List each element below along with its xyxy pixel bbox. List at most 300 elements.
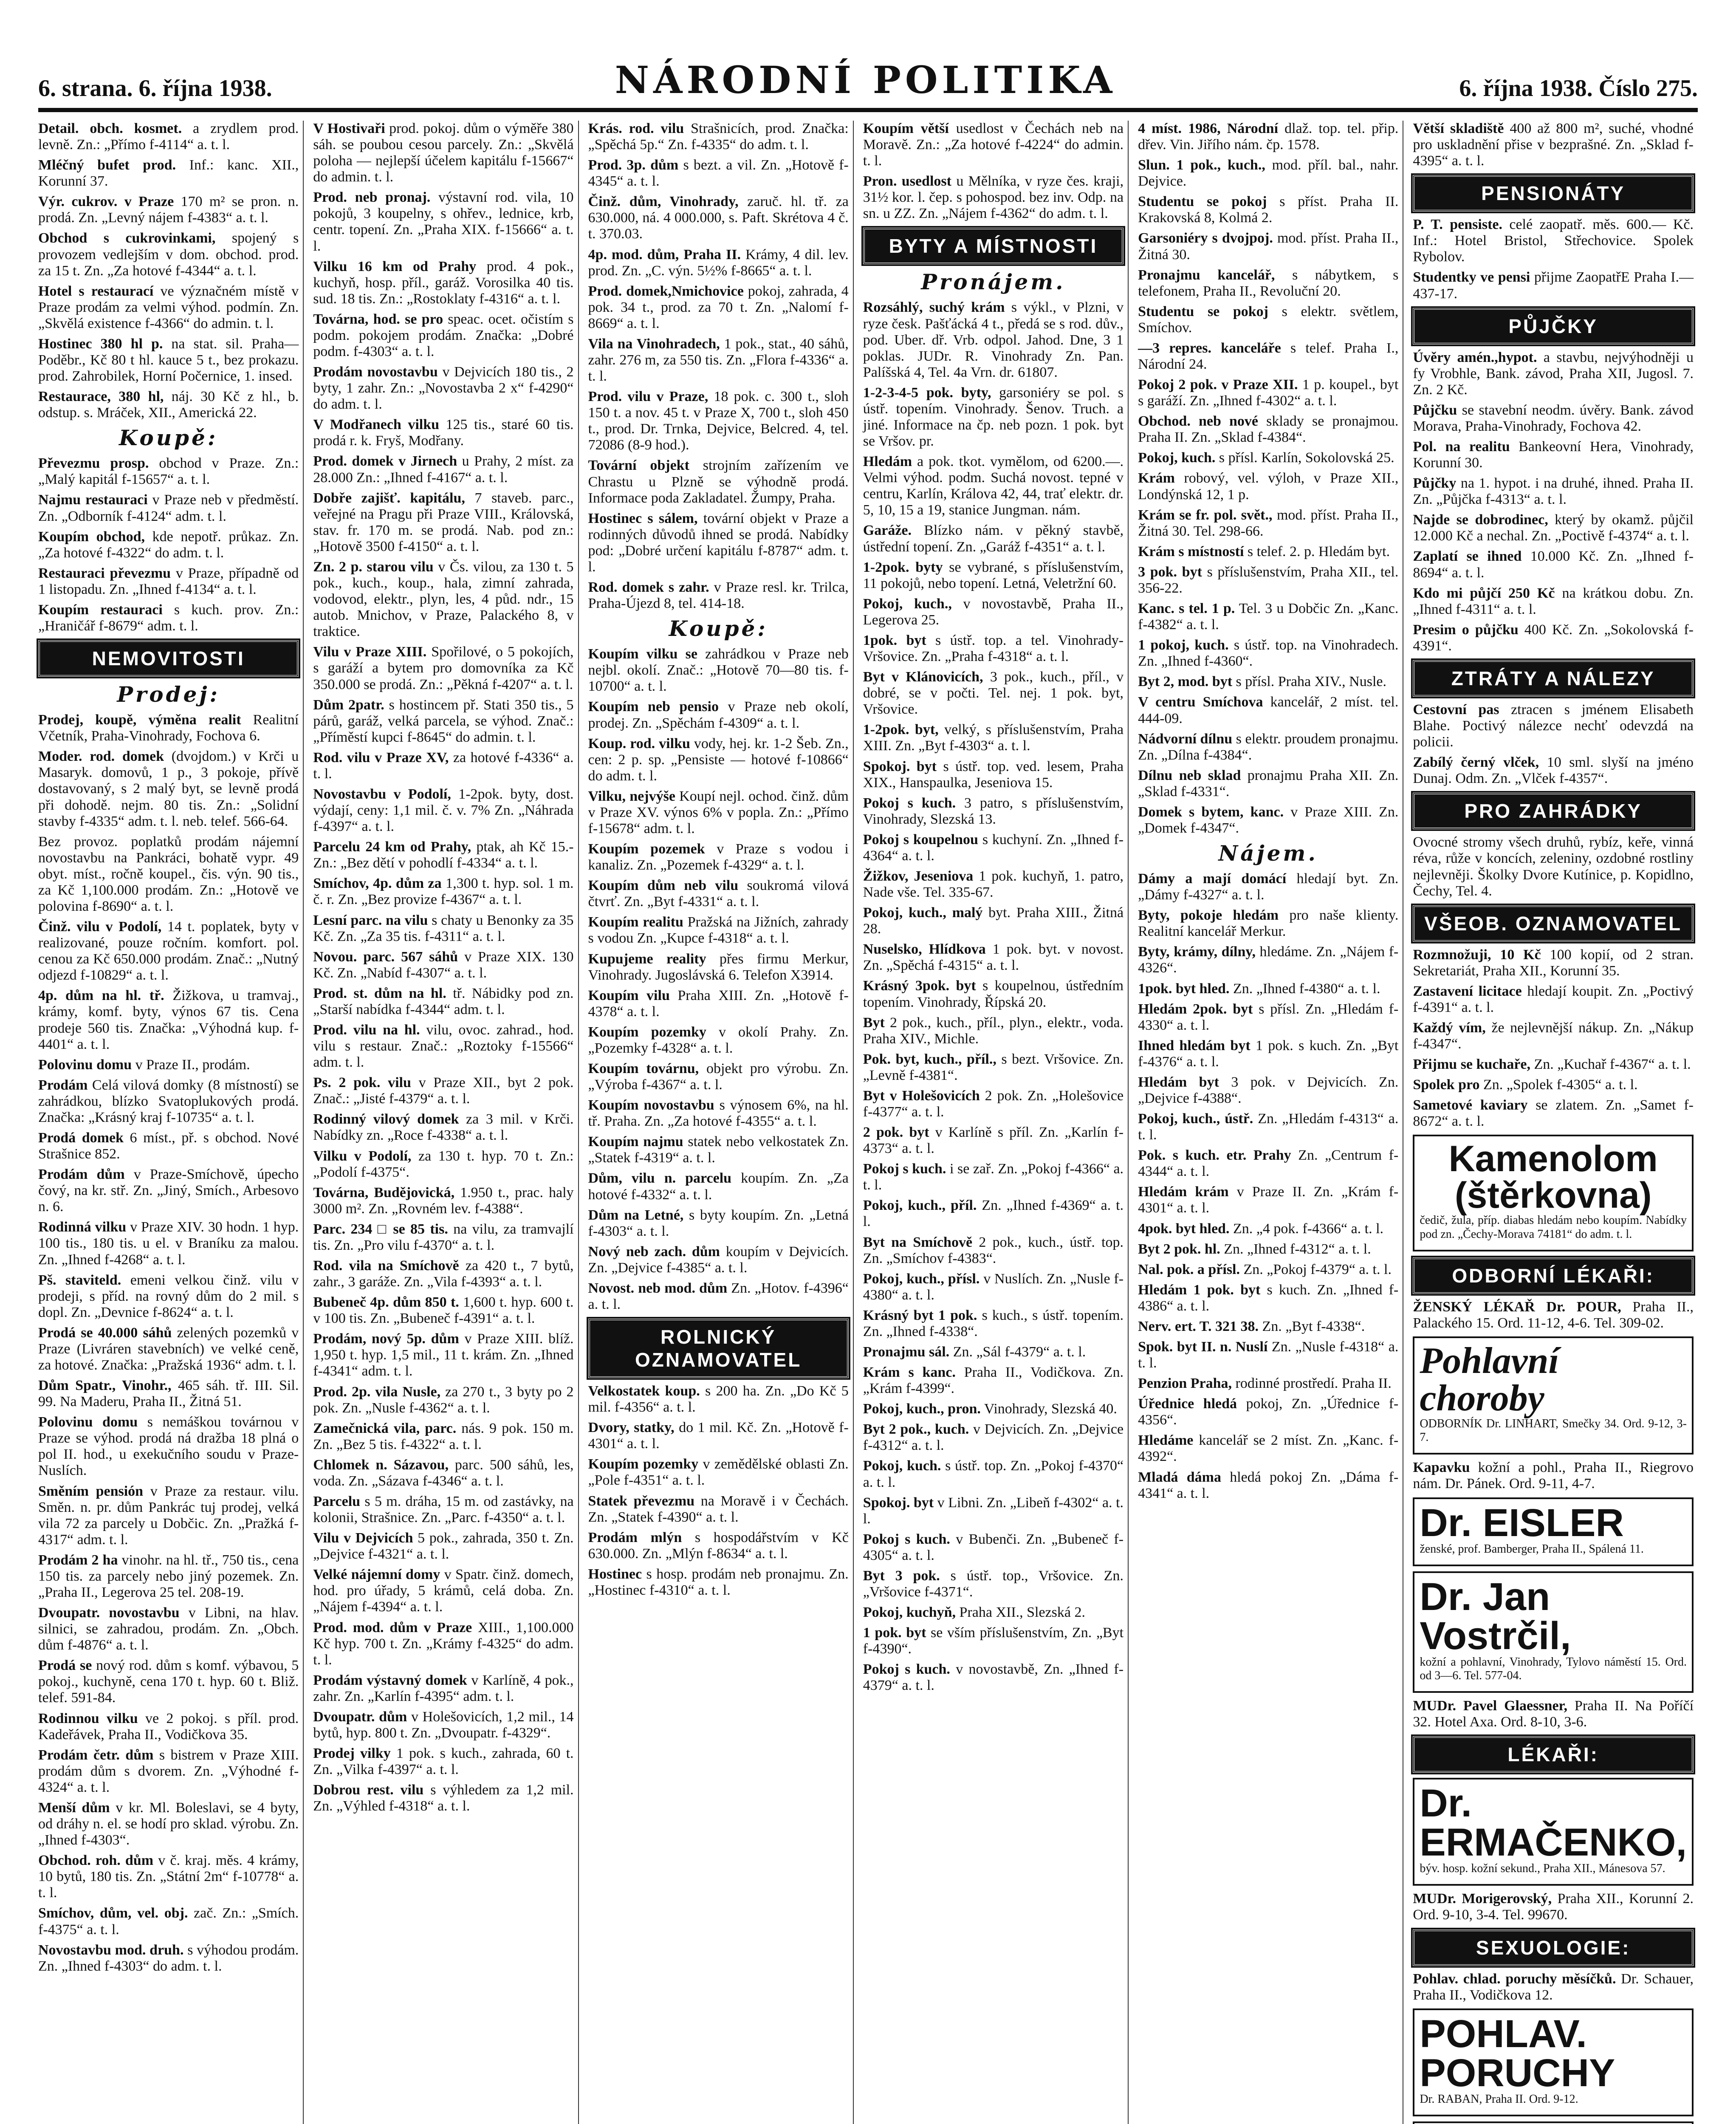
classified-ad-heading: Pronajmu sál. xyxy=(863,1344,950,1360)
classified-ad xyxy=(1138,907,1398,940)
classified-ad-text: s příslušenstvím, Praha XII., tel. 356-22. xyxy=(1138,564,1399,596)
classified-ad-text: statek nebo velkostatek Zn. „Statek f-4319“ a. t. l. xyxy=(588,1134,849,1166)
classified-ad-text: robový, vel. výloh, v Praze XII., Londýnská 12, 1 p. xyxy=(1138,470,1399,503)
classified-ad xyxy=(863,173,1123,222)
classified-ad-text: mod. příst. Praha II., Žitná 30. Tel. 298-66. xyxy=(1138,507,1399,539)
classified-ad-text: na krátkou dobu. Zn. „Ihned f-4311“ a. t. l. xyxy=(1413,585,1694,617)
classified-ad-text: s hostincem př. Stati 350 tis., 5 párů, garáž, velká parcela, se výhod. Znač.: „Příměstí kupci f-8645“ do admin. t. l. xyxy=(313,697,574,745)
page-number-date: 6. strana. 6. října 1938. xyxy=(38,75,272,102)
classified-ad-text: v Praze resl. kr. Trilca, Praha-Újezd 8, tel. 414-18. xyxy=(588,579,849,612)
classified-ad-heading: Prod. vilu na hl. xyxy=(313,1022,420,1038)
classified-ad xyxy=(588,736,849,784)
masthead xyxy=(38,51,1698,112)
classified-ad xyxy=(863,559,1123,592)
classified-ad-heading: 1 pokoj, kuch. xyxy=(1138,637,1229,653)
classified-ad-heading: Továrna, Budějovická, xyxy=(313,1184,455,1200)
classified-ad-heading: Pokoj, kuch., přísl. xyxy=(863,1271,980,1287)
column-5 xyxy=(1138,121,1403,2124)
classified-ad-text: Celá vilová domky (8 místností) se zahrádkou, blízko Svatoplukových prodá. Značka: „Krásný kraj f-10735“ a. t. l. xyxy=(38,1077,299,1125)
classified-ad-heading: Vilku, nejvýše xyxy=(588,788,675,804)
classified-ad-heading: Parc. 234 □ se 85 tis. xyxy=(313,1221,448,1237)
classified-ad-heading: Prod. neb pronaj. xyxy=(313,189,431,206)
classified-ad xyxy=(1413,1077,1694,1093)
classified-ad-text: s nábytkem, s telefonem, Praha II., Revoluční 20. xyxy=(1138,267,1399,299)
classified-ad-heading: Koupím realitu xyxy=(588,914,683,930)
classified-ad xyxy=(313,876,573,908)
classified-ad-text: výstavní rod. vila, 10 pokojů, 3 koupelny, s ohřev., lednice, krb, centr. topení. Zn. „Praha XIX. f-15666“ a. t. l. xyxy=(313,189,574,254)
classified-ad-heading: 1pok. byt hled. xyxy=(1138,980,1230,997)
classified-ad xyxy=(38,1658,299,1706)
classified-ad-text: v Praze neb okolí, prodej. Zn. „Spěchám f-4309“ a. t. l. xyxy=(588,699,849,731)
classified-ad-heading: Mladá dáma xyxy=(1138,1469,1221,1485)
classified-ad xyxy=(313,1221,573,1254)
classified-ad-text: zahrádkou v Praze neb nejbl. okolí. Znač.: „Hotově 70—80 tis. f-10700“ a. t. l. xyxy=(588,646,849,695)
classified-ad-heading: Výr. cukrov. v Praze xyxy=(38,194,174,210)
classified-ad-heading: Rozsáhlý, suchý krám xyxy=(863,299,1005,316)
classified-ad xyxy=(38,1077,299,1126)
classified-ad xyxy=(588,1097,849,1130)
classified-ad xyxy=(313,259,573,307)
classified-ad xyxy=(38,455,299,488)
column-4 xyxy=(863,121,1129,2124)
classified-ad xyxy=(313,1185,573,1217)
classified-ad-text: 2 pok. Zn. „Holešovice f-4377“ a. t. l. xyxy=(863,1087,1124,1120)
classified-ad-heading: Dobře zajišť. kapitálu, xyxy=(313,490,465,506)
classified-ad-heading: Pokoj, kuch. xyxy=(863,1458,941,1474)
classified-ad xyxy=(863,1234,1123,1267)
classified-ad-heading: Vila na Vinohradech, xyxy=(588,336,720,352)
classified-ad-heading: Garsoniéry s dvojpoj. xyxy=(1138,230,1273,246)
classified-ad-text: s byty koupím. Zn. „Letná f-4303“ a. t. l. xyxy=(588,1207,849,1239)
classified-ad xyxy=(1138,470,1398,503)
classified-ad xyxy=(863,1088,1123,1120)
classified-ad-text: Zn. „Sál f-4379“ a. t. l. xyxy=(953,1344,1086,1360)
classified-ad-heading: Byt v Klánovicích, xyxy=(863,669,983,685)
classified-ad xyxy=(588,988,849,1020)
classified-ad-text: Koupí nejl. ochod. činž. dům v Praze XV. výnos 6% v popla. Zn.: „Přímo f-15678“ adm. t. l. xyxy=(588,788,849,836)
classified-ad xyxy=(313,1567,573,1615)
classified-ad-text: koupím v Dejvicích. Zn. „Dejvice f-4385“ a. t. l. xyxy=(588,1243,849,1276)
classified-ad-heading: Koupím novostavbu xyxy=(588,1097,714,1113)
classified-ad xyxy=(1138,674,1398,690)
classified-ad-heading: Krám xyxy=(1138,470,1175,486)
classified-ad xyxy=(1413,1020,1694,1052)
classified-ad xyxy=(38,834,299,915)
classified-ad xyxy=(588,841,849,873)
classified-ad-text: Realitní Včetník, Praha-Vinohrady, Fochova 6. xyxy=(38,712,299,744)
classified-ad-heading: Nuselsko, Hlídkova xyxy=(863,941,986,957)
classified-ad xyxy=(588,951,849,983)
classified-ad-heading: Tovární objekt xyxy=(588,458,689,474)
classified-ad-text: v novostavbě, Zn. „Ihned f-4379“ a. t. l. xyxy=(863,1661,1124,1694)
classified-ad-heading: Pokoj s kuch. xyxy=(863,1661,950,1678)
classified-ad-heading: Velkostatek koup. xyxy=(588,1383,700,1399)
classified-ad-heading: Krás. rod. vilu xyxy=(588,121,684,136)
classified-ad-text: v Praze za restaur. vilu. Směn. n. pr. dům Pankrác tuj prodej, velká vila 72 za parcely u Dobčic. Zn. „Pražká f-4317“ adm. t. l. xyxy=(38,1483,299,1548)
classified-ad xyxy=(38,1057,299,1073)
classified-ad-text: 465 sáh. tř. III. Sil. 99. Na Maderu, Praha II., Žitná 51. xyxy=(38,1378,299,1410)
classified-ad xyxy=(313,189,573,254)
classified-ad xyxy=(863,868,1123,901)
classified-ad xyxy=(313,644,573,692)
classified-ad-heading: Prodám 2 ha xyxy=(38,1552,118,1568)
classified-ad-text: s hosp. prodám neb pronajmu. Zn. „Hostinec f-4310“ a. t. l. xyxy=(588,1566,849,1598)
classified-ad xyxy=(38,1552,299,1601)
classified-ad xyxy=(1138,731,1398,763)
classified-ad xyxy=(38,230,299,279)
section-heading: LÉKAŘI: xyxy=(1413,1736,1694,1773)
classified-ad-text: s 5 m. dráha, 15 m. od zastávky, na kolonii, Strašnice. Zn. „Parc. f-4350“ a. t. l. xyxy=(313,1494,574,1526)
classified-ad xyxy=(863,121,1123,169)
classified-ad xyxy=(313,986,573,1018)
classified-ad-text: ve význačném místě v Praze prodám za velmi výhod. podmín. Zn. „Skvělá existence f-4366“ do admin. t. l. xyxy=(38,283,299,331)
classified-ad-text: hledají byt. Zn. „Dámy f-4327“ a. t. l. xyxy=(1138,871,1399,903)
classified-ad-text: s výnosem 6%, na hl. tř. Praha. Zn. „Za hotové f-4355“ a. t. l. xyxy=(588,1097,849,1130)
classified-ad-text: kancelář, 2 míst. tel. 444-09. xyxy=(1138,694,1399,726)
classified-ad-heading: Smíchov, dům, vel. obj. xyxy=(38,1905,188,1921)
classified-ad-heading: Hledám krám xyxy=(1138,1184,1229,1200)
classified-ad-heading: Prodám výstavný domek xyxy=(313,1672,467,1688)
classified-ad-text: v Libni. Zn. „Libeň f-4302“ a. t. l. xyxy=(863,1494,1124,1527)
classified-ad-heading: Prod. mod. dům v Praze xyxy=(313,1619,472,1635)
classified-ad-text: prod. pokoj. dům o výměře 380 sáh. se poubou cesou parcely. Zn.: „Skvělá poloha — nejlepší účelem kapitálu f-15667“ do admin. t. l. xyxy=(313,121,574,185)
classified-ad-heading: Byt 3 pok. xyxy=(863,1568,940,1584)
classified-ad-heading: Kanc. s tel. 1 p. xyxy=(1138,601,1235,617)
classified-ad-text: v kr. Ml. Boleslavi, se 4 byty, od dráhy n. el. se hodí pro sklad. výrobu. Zn. „Ihned f-4303“. xyxy=(38,1799,299,1848)
classified-ad-heading: Prodám xyxy=(38,1077,88,1093)
classified-ad xyxy=(313,1620,573,1668)
display-ad-text: čedič, žula, příp. diabas hledám nebo koupím. Nabídky pod zn. „Čechy-Morava 74181“ do adm. t. l. xyxy=(1420,1214,1687,1241)
classified-ad-heading: 4p. mod. dům, Praha II. xyxy=(588,246,741,263)
classified-ad-heading: Sametové kaviary xyxy=(1413,1097,1528,1113)
classified-ad xyxy=(38,1800,299,1848)
classified-ad xyxy=(313,1709,573,1741)
classified-ad xyxy=(588,1530,849,1562)
section-heading: PŮJČKY xyxy=(1413,308,1694,345)
classified-ad-heading: Statek převezmu xyxy=(588,1493,695,1509)
classified-ad-heading: Koupím vilku se xyxy=(588,646,697,662)
classified-ad xyxy=(38,919,299,983)
classified-ad xyxy=(863,1271,1123,1303)
classified-ad xyxy=(38,1942,299,1974)
classified-ad-heading: Parcelu xyxy=(313,1494,361,1510)
classified-ad-heading: Mléčný bufet prod. xyxy=(38,157,176,173)
classified-ad-text: Tel. 3 u Dobčic Zn. „Kanc. f-4382“ a. t. l. xyxy=(1138,601,1399,633)
classified-ad-text: Strašnicích, prod. Značka: „Spěchá 5p.“ Zn. f-4335“ do adm. t. l. xyxy=(588,121,849,153)
classified-ad-heading: Kapavku xyxy=(1413,1460,1470,1476)
classified-ad xyxy=(588,1383,849,1415)
classified-ad-text: 14 t. poplatek, byty v realizované, pouze ročním. komfort. pol. cenou za Kč 650.000 prodám. Znač.: „Nutný odjezd f-10829“ a. t. l. xyxy=(38,919,299,983)
classified-ad-heading: Pokoj 2 pok. v Praze XII. xyxy=(1138,377,1298,393)
classified-ad xyxy=(313,1294,573,1327)
classified-ad-heading: Nádvorní dílnu xyxy=(1138,731,1233,747)
classified-ad-heading: Hledám byt xyxy=(1138,1074,1219,1090)
classified-ad-heading: Najde se dobrodinec, xyxy=(1413,512,1548,528)
classified-ad xyxy=(863,1568,1123,1600)
classified-ad xyxy=(313,1530,573,1562)
classified-ad-heading: Nerv. ert. T. 321 38. xyxy=(1138,1318,1259,1334)
classified-ad-heading: Pokoj, kuch., ústř. xyxy=(1138,1111,1253,1127)
classified-ad-text: se stavební neodm. úvěry. Bank. závod Morava, Praha-Vinohrady, Fochova 42. xyxy=(1413,402,1694,434)
classified-ad xyxy=(1413,947,1694,979)
classified-ad-text: za 420 t., 7 bytů, zahr., 3 garáže. Zn. „Vila f-4393“ a. t. l. xyxy=(313,1258,574,1290)
classified-ad-heading: Spokoj. byt xyxy=(863,1494,934,1511)
classified-ad-heading: Koupím obchod, xyxy=(38,528,145,545)
classified-ad xyxy=(863,1625,1123,1657)
classified-ad xyxy=(588,1566,849,1599)
classified-ad-text: za 130 t. hyp. 70 t. Zn.: „Podolí f-4375“. xyxy=(313,1148,574,1180)
classified-ad-text: 5 pok., zahrada, 350 t. Zn. „Dejvice f-4321“ a. t. l. xyxy=(313,1530,574,1562)
column-3 xyxy=(588,121,854,2124)
classified-ad-text: s ústř. top. a tel. Vinohrady-Vršovice. Zn. „Praha f-4318“ a. t. l. xyxy=(863,632,1124,665)
classified-ad-heading: Prodá se 40.000 sáhů xyxy=(38,1325,172,1341)
classified-ad-text: zač. Zn.: „Smích. f-4375“ a. t. l. xyxy=(38,1905,299,1938)
classified-ad xyxy=(38,1378,299,1410)
classified-ad-heading: Půjčky xyxy=(1413,475,1457,491)
classified-ad-heading: Koupím vilu xyxy=(588,987,670,1003)
classified-ad-text: s kuchyní. Zn. „Ihned f-4364“ a. t. l. xyxy=(863,831,1124,864)
classified-ad-heading: Restaurace, 380 hl, xyxy=(38,389,164,405)
classified-ad xyxy=(1138,413,1398,446)
classified-ad xyxy=(1413,622,1694,654)
classified-ad xyxy=(863,1015,1123,1047)
classified-ad-heading: Hledáme xyxy=(1138,1432,1194,1449)
classified-ad-heading: Pokoj, kuch., příl. xyxy=(863,1198,977,1214)
classified-ad xyxy=(588,194,849,242)
classified-ad-heading: Krásný 3pok. byt xyxy=(863,978,976,994)
classified-ad xyxy=(1138,768,1398,800)
classified-ad-text: emeni velkou činž. vilu v prodeji, s příd. na rovný dům do 2 mil. s dopl. Zn. „Devnice f-8624“ a. t. l. xyxy=(38,1272,299,1320)
classified-ad xyxy=(1138,637,1398,669)
classified-ad-heading: Zastavení licitace xyxy=(1413,983,1522,999)
classified-ad-text: s elektr. proudem pronajmu. Zn. „Dílna f-4384“. xyxy=(1138,731,1399,763)
classified-ad-text: 125 tis., staré 60 tis. prodá r. k. Fryš, Modřany. xyxy=(313,417,574,449)
classified-ad-heading: Smíchov, 4p. dům za xyxy=(313,876,442,892)
classified-ad xyxy=(1138,304,1398,336)
classified-ad xyxy=(588,389,849,453)
classified-ad xyxy=(38,1272,299,1321)
classified-ad xyxy=(313,1457,573,1489)
classified-ad xyxy=(1413,834,1694,899)
classified-ad xyxy=(863,669,1123,717)
classified-ad-heading: Byt xyxy=(863,1014,885,1031)
classified-ad-heading: Vilu v Dejvicích xyxy=(313,1530,413,1546)
classified-ad-heading: Studentu se pokoj xyxy=(1138,303,1269,319)
classified-ad xyxy=(38,121,299,153)
classified-ad xyxy=(863,1604,1123,1621)
classified-ad-text: garsoniéry se pol. s ústř. topením. Vinohrady. Šenov. Truch. a jiné. Informace na čp. neb pozn. 1 pok. byt se Vršov. pr. xyxy=(863,384,1124,449)
classified-ad-heading: Chlomek n. Sázavou, xyxy=(313,1457,449,1473)
classified-ad-text: Praha II., Vodičkova. Zn. „Krám f-4399“. xyxy=(863,1364,1124,1397)
classified-ad xyxy=(1413,1698,1694,1730)
classified-ad-heading: Novost. neb mod. dům xyxy=(588,1280,728,1296)
classified-ad-heading: Byty, krámy, dílny, xyxy=(1138,944,1256,960)
classified-ad-text: 6 míst., př. s obchod. Nové Strašnice 852. xyxy=(38,1130,299,1162)
classified-ad-heading: Byt na Smíchově xyxy=(863,1234,973,1250)
classified-ad-text: (dvojdom.) v Krči u Masaryk. domovů, 1 p., 3 pokoje, přívě dostavovaný, s 2 malý byt, se levně prodá při dohodě. nejm. 80 tis. Zn.: „Solidní stavby f-4335“ adm. t. l. neb. telef. 566-64. xyxy=(38,748,299,829)
classified-ad-heading: Žižkov, Jeseniova xyxy=(863,868,974,884)
classified-ad-heading: Pok. s kuch. etr. Prahy xyxy=(1138,1147,1291,1164)
subsection-heading: Nájem. xyxy=(1218,841,1318,866)
classified-ad xyxy=(1413,1971,1694,2003)
classified-ad-text: nový rod. dům s komf. výbavou, 5 pokoj., kuchyně, cena 170 t. hyp. 60 t. Bliž. telef. 591-84. xyxy=(38,1658,299,1706)
classified-ad-text: s přísl. Praha XIV., Nusle. xyxy=(1236,674,1386,690)
classified-ad-text: hledají koupit. Zn. „Poctivý f-4391“ a. t. l. xyxy=(1413,983,1694,1015)
classified-ad-heading: Činž. vilu v Podolí, xyxy=(38,919,162,935)
classified-ad xyxy=(1413,983,1694,1016)
classified-ad xyxy=(313,1258,573,1290)
classified-ad-text: pronajmu Praha XII. Zn. „Sklad f-4331“. xyxy=(1138,767,1399,799)
classified-ad-heading: Pokoj, kuch., xyxy=(863,596,952,612)
classified-ad-heading: Koupím pozemky xyxy=(588,1024,706,1040)
classified-ad-text: Bankeovní Hera, Vinohrady, Korunní 30. xyxy=(1413,439,1694,471)
classified-ad xyxy=(313,1746,573,1778)
classified-ad-text: rodinné prostředí. Praha II. xyxy=(1235,1376,1392,1392)
classified-ad-text: za hotové f-4336“ a. t. l. xyxy=(313,749,574,782)
classified-ad-text: s kuch. Zn. „Ihned f-4386“ a. t. l. xyxy=(1138,1282,1399,1314)
classified-ad-text: v Spatr. činž. domech, hod. pro úřady, 5 krámů, celá doba. Zn. „Nájem f-4394“ a. t. l. xyxy=(313,1567,574,1615)
classified-ad-heading: Koupím pozemek xyxy=(588,841,705,857)
classified-ad-text: v Praze II., prodám. xyxy=(135,1056,250,1073)
classified-ad xyxy=(1138,1184,1398,1216)
classified-ad-heading: 2 pok. byt xyxy=(863,1124,929,1141)
classified-ad-heading: Spolek pro xyxy=(1413,1077,1480,1093)
classified-ad xyxy=(1138,1376,1398,1392)
classified-ad-text: v Dejvicích 180 tis., 2 byty, 1 zahr. Zn.: „Novostavba 2 x“ f-4290“ do adm. t. l. xyxy=(313,364,574,412)
classified-ad-heading: Kdo mi půjčí 250 Kč xyxy=(1413,585,1555,601)
classified-ad xyxy=(1413,350,1694,398)
classified-ad-text: kancelář se 2 míst. Zn. „Kanc. f-4392“. xyxy=(1138,1432,1399,1465)
classified-ad xyxy=(863,759,1123,791)
display-ad-headline: POHLAV. PORUCHY xyxy=(1420,2012,1615,2095)
classified-ad xyxy=(38,712,299,744)
classified-ad-heading: Koupím pozemky xyxy=(588,1456,699,1472)
classified-ad xyxy=(313,1384,573,1416)
classified-ad-text: Zn. „Ihned f-4312“ a. t. l. xyxy=(1224,1241,1371,1257)
classified-ad xyxy=(38,389,299,421)
classified-ad-heading: Spokoj. byt xyxy=(863,758,937,774)
classified-ad-text: na stat. sil. Praha—Poděbr., Kč 80 t hl. kauce 5 t., bez prokazu. prod. Zahrobilek, Horní Počernice, 1. insed. xyxy=(38,336,299,384)
classified-ad xyxy=(313,1148,573,1181)
classified-ad-text: do 1 mil. Kč. Zn. „Hotově f-4301“ a. t. l. xyxy=(588,1420,849,1452)
classified-ad xyxy=(1413,269,1694,302)
classified-ad-heading: Pokoj, kuchyň, xyxy=(863,1604,956,1621)
classified-ad-text: s telef. Praha I., Národní 24. xyxy=(1138,340,1399,373)
section-heading: PRO ZAHRÁDKY xyxy=(1413,793,1694,829)
classified-ad-heading: Polovinu domu xyxy=(38,1414,138,1430)
classified-ad-text: Bez provoz. poplatků prodám nájemní novostavbu na Pankráci, bohatě vypr. 49 obyt. míst., ročně koupel., čis. výn. 90 tis., za Kč 1,100.000 prodám. Zn.: „Hotově ve polovina f-8690“ a. t. l. xyxy=(38,833,299,914)
classified-ad xyxy=(588,1134,849,1166)
classified-ad-heading: Novostavbu mod. druh. xyxy=(38,1942,184,1958)
classified-ad-text: přes firmu Merkur, Vinohrady. Jugoslávská 6. Telefon X3914. xyxy=(588,951,849,983)
classified-ad xyxy=(863,978,1123,1010)
classified-ad xyxy=(588,458,849,506)
classified-ad-heading: Garáže. xyxy=(863,523,912,539)
classified-ad xyxy=(1138,1111,1398,1143)
classified-ad xyxy=(863,1198,1123,1230)
column-2 xyxy=(313,121,579,2124)
display-ad-headline: Dr. ERMAČENKO, xyxy=(1420,1782,1687,1864)
display-ad xyxy=(1413,2008,1694,2116)
classified-ad-heading: Činž. dům, Vinohrady, xyxy=(588,194,739,210)
classified-ad-text: i se zař. Zn. „Pokoj f-4366“ a. t. l. xyxy=(863,1161,1124,1193)
classified-ad-text: ztracen s jménem Elisabeth Blahe. Poctivý nálezce nechť odevzdá na policii. xyxy=(1413,701,1694,750)
display-ad-text: býv. hosp. kožní sekund., Praha XII., Mánesova 57. xyxy=(1420,1862,1665,1875)
classified-ad-heading: Rodinnou vilku xyxy=(38,1710,138,1726)
classified-ad-text: v Dejvicích. Zn. „Dejvice f-4312“ a. t. l. xyxy=(863,1421,1124,1454)
classified-ad-heading: Dům 2patr. xyxy=(313,697,384,713)
classified-ad-text: v Karlíně, 4 pok., zahr. Zn. „Karlín f-4395“ adm. t. l. xyxy=(313,1672,574,1704)
classified-ad-heading: Pok. byt, kuch., příl., xyxy=(863,1051,996,1067)
classified-ad-heading: Koupím dům neb vilu xyxy=(588,878,739,894)
classified-ad-text: Zn. „Hotov. f-4396“ a. t. l. xyxy=(588,1280,849,1312)
classified-ad-text: koupím. Zn. „Za hotové f-4332“ a. t. l. xyxy=(588,1170,849,1203)
classified-ad xyxy=(863,1421,1123,1454)
classified-ad xyxy=(588,646,849,695)
classified-ad-heading: Byt v Holešovicích xyxy=(863,1087,980,1104)
classified-ad-text: se vybrané, s příslušenstvím, 11 pokojů, nebo topení. Letná, Veletržní 60. xyxy=(863,559,1124,591)
classified-ad-text: Zn. „Kuchař f-4367“ a. t. l. xyxy=(1534,1056,1691,1073)
classified-ad xyxy=(1138,1469,1398,1502)
classified-ad-heading: Novostavbu v Podolí, xyxy=(313,786,451,802)
classified-ad-heading: Přijmu se kuchaře, xyxy=(1413,1056,1531,1073)
classified-ad xyxy=(863,1124,1123,1157)
classified-ad-text: tovární objekt v Praze a rodinných důvodů ihned se prodá. Nabídky pod: „Dobré určení kapitálu f-8787“ adm. t. l. xyxy=(588,510,849,575)
classified-ad-text: tř. Nábidky pod zn. „Starší nabídka f-4344“ adm. t. l. xyxy=(313,985,574,1017)
classified-ad xyxy=(863,454,1123,518)
classified-ad-heading: Úvěry amén.,hypot. xyxy=(1413,349,1537,365)
classified-ad xyxy=(588,247,849,279)
classified-ad-text: Praha II. Na Poříčí 32. Hotel Axa. Ord. 8-10, 3-6. xyxy=(1413,1698,1694,1730)
classified-ad-text: s ústř. top. Zn. „Pokoj f-4370“ a. t. l. xyxy=(863,1458,1124,1490)
classified-ad-heading: Prod. vilu v Praze, xyxy=(588,389,709,405)
classified-ad xyxy=(588,511,849,575)
classified-ad-text: s výkl., v Plzni, v ryze česk. Pašťácká 4 t., předá se s rod. dův., pod. Uber. dř. Vrb. odpol. Jahod. Dne, 3 1 poklas. JUDr. R. Vinohrady Zn. Pan. Palíšská 4, Tel. 4a Vrn. dr. 61807. xyxy=(863,299,1124,380)
classified-ad xyxy=(38,1414,299,1479)
classified-ad-heading: Prodám novostavbu xyxy=(313,364,438,380)
classified-ad-text: přijme ZaopatřE Praha I.—437-17. xyxy=(1413,269,1694,302)
classified-ad xyxy=(1138,1221,1398,1237)
classified-ad-text: se zlatem. Zn. „Samet f-8672“ a. t. l. xyxy=(1413,1097,1694,1130)
classified-ad xyxy=(1138,871,1398,903)
classified-ad xyxy=(863,722,1123,754)
classified-ad-heading: Ps. 2 pok. vilu xyxy=(313,1075,411,1091)
classified-ad-text: náj. 30 Kč z hl., b. odstup. s. Mráček, XII., Americká 22. xyxy=(38,389,299,421)
classified-ad-text: v Holešovicích, 1,2 mil., 14 bytů, hyp. 800 t. Zn. „Dvoupatr. f-4329“. xyxy=(313,1709,574,1741)
classified-ad xyxy=(1413,512,1694,544)
classified-ad-heading: Rodinná vilku xyxy=(38,1219,127,1235)
classified-ad-text: s kuch. prov. Zn.: „Hraničář f-8679“ adm. t. l. xyxy=(38,602,299,634)
newspaper-title: NÁRODNÍ POLITIKA xyxy=(615,58,1117,102)
classified-ad xyxy=(863,523,1123,555)
classified-ad xyxy=(38,1747,299,1796)
classified-ad xyxy=(38,492,299,524)
classified-ad-text: Praha XII., Slezská 2. xyxy=(959,1604,1086,1621)
classified-ad-text: 1,600 t. hyp. 600 t. v 100 tis. Zn. „Bubeneč f-4391“ a. t. l. xyxy=(313,1294,574,1327)
display-ad-headline: Pohlavní choroby xyxy=(1420,1340,1559,1419)
display-ad-text: kožní a pohlavní, Vinohrady, Tylovo náměstí 15. Ord. od 3—6. Tel. 577-04. xyxy=(1420,1655,1687,1682)
classified-ad-text: prod. 4 pok., kuchyň, hosp. příl., garáž. Vorosilka 40 tis. sud. 18 tis. Zn.: „Rostoklaty f-4316“ a. t. l. xyxy=(313,258,574,307)
classified-ad-text: a pok. tkot. vymělom, od 6200.—. Velmi výhod. podm. Suchá novost. tepné v centru, Karlín, Králova 42, 44, trať elektr. dr. 5, 10, 15 a 19, stanice Jungman. nám. xyxy=(863,454,1124,518)
section-heading: ZTRÁTY A NÁLEZY xyxy=(1413,660,1694,697)
classified-ad-heading: Pš. staviteld. xyxy=(38,1272,121,1288)
classified-ad-heading: Prod. 2p. vila Nusle, xyxy=(313,1384,441,1400)
classified-ad-heading: Velké nájemní domy xyxy=(313,1567,440,1583)
classified-ad-heading: Slun. 1 pok., kuch., xyxy=(1138,157,1265,173)
classified-ad-text: 400 Kč. Zn. „Sokolovská f-4391“. xyxy=(1413,621,1694,654)
classified-ad xyxy=(1138,601,1398,633)
classified-ad-heading: Pohlav. chlad. poruchy měsíčků. xyxy=(1413,1971,1616,1987)
